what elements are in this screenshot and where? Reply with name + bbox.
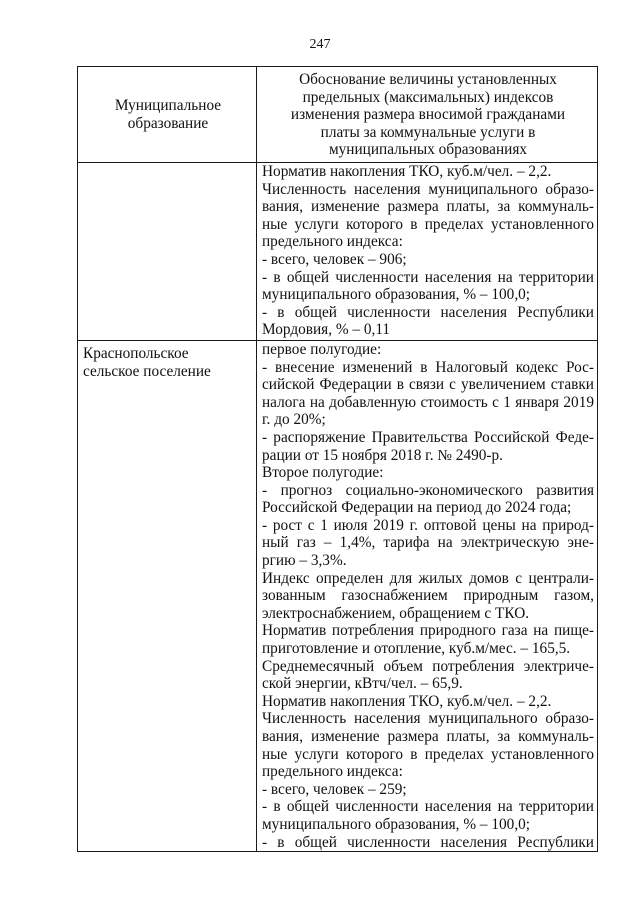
justification-text-line: первое полугодие: xyxy=(262,340,382,358)
justification-text-line: - в общей численности населения на территории xyxy=(262,798,594,816)
justification-text-line: рации от 15 ноября 2018 г. № 2490-р. xyxy=(262,446,503,464)
table-row xyxy=(78,163,598,341)
justification-text-line: Индекс определен для жилых домов с централи- xyxy=(262,569,594,587)
justification-text-line: - прогноз социально-экономического развития xyxy=(262,481,594,499)
justification-text-line: Мордовия, % – 0,11 xyxy=(262,321,391,339)
justification-text-line: - всего, человек – 259; xyxy=(262,780,407,798)
justification-text-line: - рост с 1 июля 2019 г. оптовой цены на природ- xyxy=(262,516,594,534)
header-municipality-line: образование xyxy=(127,114,209,132)
justification-text-line: Норматив накопления ТКО, куб.м/чел. – 2,2. xyxy=(262,163,552,180)
header-justification-line: предельных (максимальных) индексов xyxy=(302,88,554,106)
justification-text-line: - в общей численности населения на территории xyxy=(262,268,594,286)
table-header-row xyxy=(78,67,598,163)
justification-text-line: ный газ – 1,4%, тарифа на электрическую эне- xyxy=(262,534,594,552)
justification-text-line: ргию – 3,3%. xyxy=(262,552,347,570)
justification-text-line: Норматив накопления ТКО, куб.м/чел. – 2,2. xyxy=(262,692,552,710)
justification-text-line: предельного индекса: xyxy=(262,763,403,781)
justification-text-line: Норматив потребления природного газа на пище- xyxy=(262,622,594,640)
table-row xyxy=(78,340,598,851)
justification-text-line: налога на добавленную стоимость с 1 января 2019 xyxy=(262,393,594,411)
justification-text-line: предельного индекса: xyxy=(262,233,403,251)
justification-text-line: г. до 20%; xyxy=(262,411,326,429)
justification-text-line: муниципального образования, % – 100,0; xyxy=(262,815,531,833)
municipality-name-line: Краснопольское xyxy=(83,344,189,362)
justification-text-line: сийской Федерации в связи с увеличением ставки xyxy=(262,376,594,394)
justification-text-line: электроснабжением, обращением с ТКО. xyxy=(262,604,530,622)
header-justification xyxy=(257,67,598,163)
justification-text-line: - внесение изменений в Налоговый кодекс Рос- xyxy=(262,358,594,376)
justification-text-line: муниципального образования, % – 100,0; xyxy=(262,286,531,304)
justification-cell xyxy=(257,163,598,341)
justification-text-line: Российской Федерации на период до 2024 года; xyxy=(262,499,572,517)
justification-text-line: - всего, человек – 906; xyxy=(262,250,407,268)
justification-text-line: приготовление и отопление, куб.м/мес. – 165,5. xyxy=(262,640,571,658)
header-justification-line: платы за коммунальные услуги в xyxy=(320,123,536,141)
justification-text-line: вания, изменение размера платы, за коммуналь- xyxy=(262,198,594,216)
justification-text-line: - в общей численности населения Республики xyxy=(262,833,594,851)
justification-text-line: - распоряжение Правительства Российской Феде- xyxy=(262,428,594,446)
justification-text-line: Среднемесячный объем потребления электриче- xyxy=(262,657,594,675)
municipality-cell xyxy=(78,340,257,851)
justification-text-line: ные услуги которого в пределах установленного xyxy=(262,745,594,763)
municipality-cell xyxy=(78,163,257,341)
header-justification-line: изменения размера вносимой гражданами xyxy=(290,106,566,124)
municipality-name-line: сельское поселение xyxy=(83,362,211,380)
justification-cell xyxy=(257,340,598,851)
justification-text-line: ской энергии, кВтч/чел. – 65,9. xyxy=(262,675,463,693)
tariff-justification-table xyxy=(77,66,598,852)
justification-text-line: - в общей численности населения Республики xyxy=(262,303,594,321)
justification-text-line: Второе полугодие: xyxy=(262,464,384,482)
page-number: 247 xyxy=(309,37,331,52)
header-justification-line: муниципальных образованиях xyxy=(328,141,528,159)
header-justification-line: Обоснование величины установленных xyxy=(299,71,557,88)
justification-text-line: зованным газоснабжением природным газом, xyxy=(262,587,594,605)
justification-text-line: Численность населения муниципального образо- xyxy=(262,710,594,728)
header-municipality xyxy=(78,67,257,163)
justification-text-line: Численность населения муниципального образо- xyxy=(262,180,594,198)
header-municipality-line: Муниципальное xyxy=(114,96,222,114)
justification-text-line: ные услуги которого в пределах установленного xyxy=(262,215,594,233)
justification-text-line: вания, изменение размера платы, за коммуналь- xyxy=(262,728,594,745)
